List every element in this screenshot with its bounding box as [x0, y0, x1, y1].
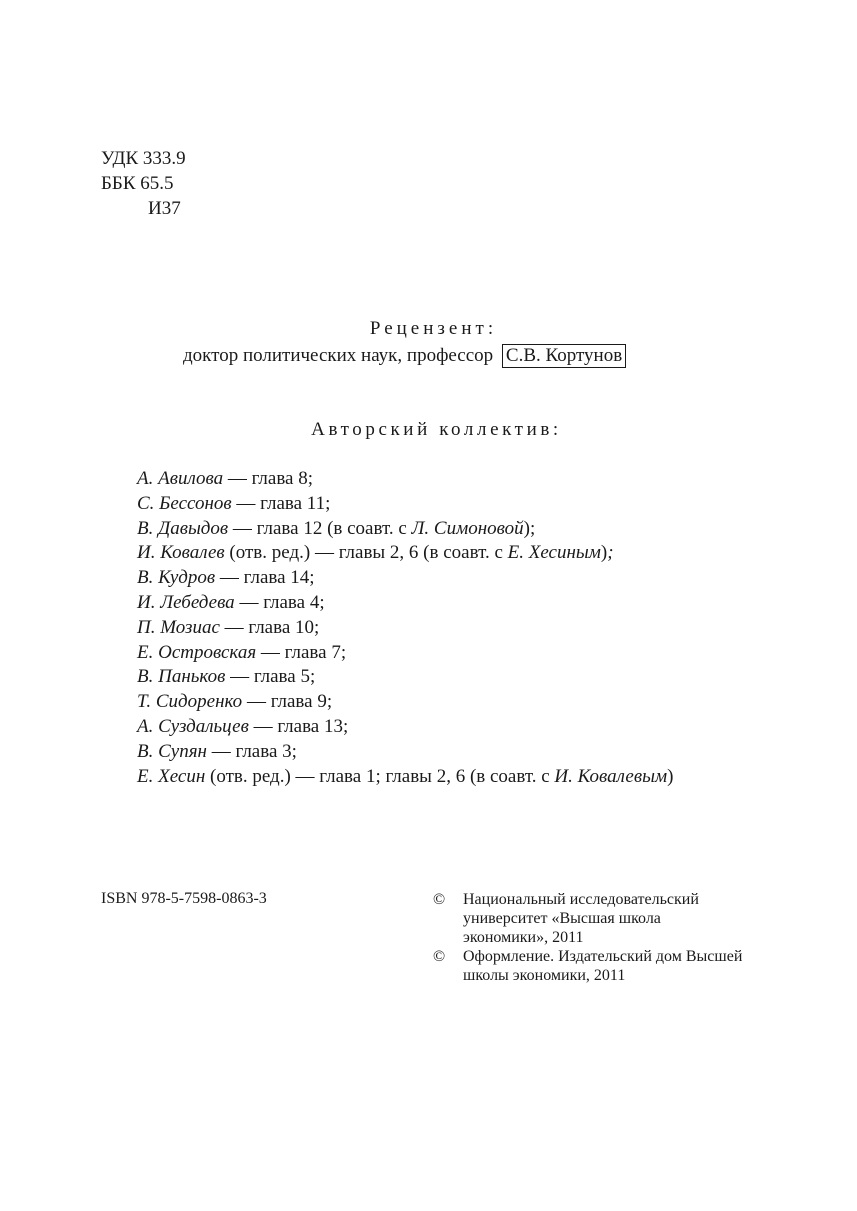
author-name: Е. Островская	[137, 641, 257, 663]
author-role: (отв. ред.) — главы 2, 6 (в соавт. с	[224, 542, 508, 564]
author-role: — глава 7;	[256, 641, 347, 663]
author-role: — глава 9;	[242, 691, 333, 713]
authors-list	[137, 467, 673, 789]
copyright-icon: ©	[433, 891, 446, 908]
author-name: И. Ковалев	[137, 542, 225, 564]
reviewer-line	[183, 344, 626, 368]
copyright-text: Оформление. Издательский дом Высшей школы экономики, 2011	[463, 948, 743, 984]
author-row	[137, 467, 673, 492]
author-row	[137, 566, 673, 591]
author-role: — глава 14;	[215, 567, 315, 589]
author-name: И. Лебедева	[137, 591, 235, 613]
authors-heading: Авторский коллектив:	[311, 419, 562, 440]
copyright-text: Национальный исследовательский университет «Высшая школа экономики», 2011	[463, 891, 699, 946]
coauthor-name: И. Ковалевым	[554, 765, 668, 787]
author-name: В. Давыдов	[137, 517, 229, 539]
author-role-end: )	[600, 542, 608, 564]
reviewer-heading: Рецензент:	[369, 318, 498, 339]
author-role: — глава 5;	[225, 666, 316, 688]
author-role: (отв. ред.) — глава 1; главы 2, 6 (в соавт. с	[205, 765, 555, 787]
author-role-end: )	[667, 765, 674, 787]
author-name: В. Паньков	[137, 666, 226, 688]
author-role: — глава 11;	[231, 492, 331, 514]
author-name: А. Суздальцев	[137, 715, 249, 737]
author-row	[137, 765, 673, 790]
author-row	[137, 492, 673, 517]
author-name: С. Бессонов	[137, 492, 232, 514]
udk-code: УДК 333.9	[101, 148, 186, 169]
author-role: — глава 10;	[219, 616, 320, 638]
author-name: В. Супян	[137, 740, 207, 762]
author-row	[137, 616, 673, 641]
coauthor-name: Е. Хесиным	[507, 542, 601, 564]
author-row	[137, 665, 673, 690]
author-name: Т. Сидоренко	[137, 691, 243, 713]
author-name: В. Кудров	[137, 567, 216, 589]
author-row	[137, 591, 673, 616]
classification-codes	[101, 146, 186, 221]
copyright-item	[433, 890, 743, 947]
author-row	[137, 715, 673, 740]
author-row	[137, 641, 673, 666]
copyright-block	[433, 890, 743, 985]
author-role: — глава 4;	[234, 591, 325, 613]
author-row	[137, 541, 673, 566]
author-row	[137, 740, 673, 765]
bbk-code: ББК 65.5	[101, 173, 174, 194]
author-name: Е. Хесин	[137, 765, 206, 787]
author-role-end: );	[523, 517, 536, 539]
author-role: — глава 12 (в соавт. с	[228, 517, 412, 539]
coauthor-name: Л. Симоновой	[411, 517, 524, 539]
reviewer-name-box: С.В. Кортунов	[502, 344, 626, 368]
reviewer-position: доктор политических наук, профессор	[183, 345, 494, 366]
author-row	[137, 690, 673, 715]
author-name: П. Мозиас	[137, 616, 220, 638]
isbn: ISBN 978-5-7598-0863-3	[101, 890, 267, 907]
author-role: — глава 13;	[248, 715, 349, 737]
author-name: А. Авилова	[137, 468, 224, 489]
author-role: — глава 3;	[206, 740, 297, 762]
author-row	[137, 517, 673, 542]
author-mark: И37	[148, 198, 181, 219]
author-role-punct: ;	[607, 542, 614, 564]
copyright-item	[433, 947, 743, 985]
author-role: — глава 8;	[223, 468, 314, 489]
copyright-icon: ©	[433, 948, 446, 965]
